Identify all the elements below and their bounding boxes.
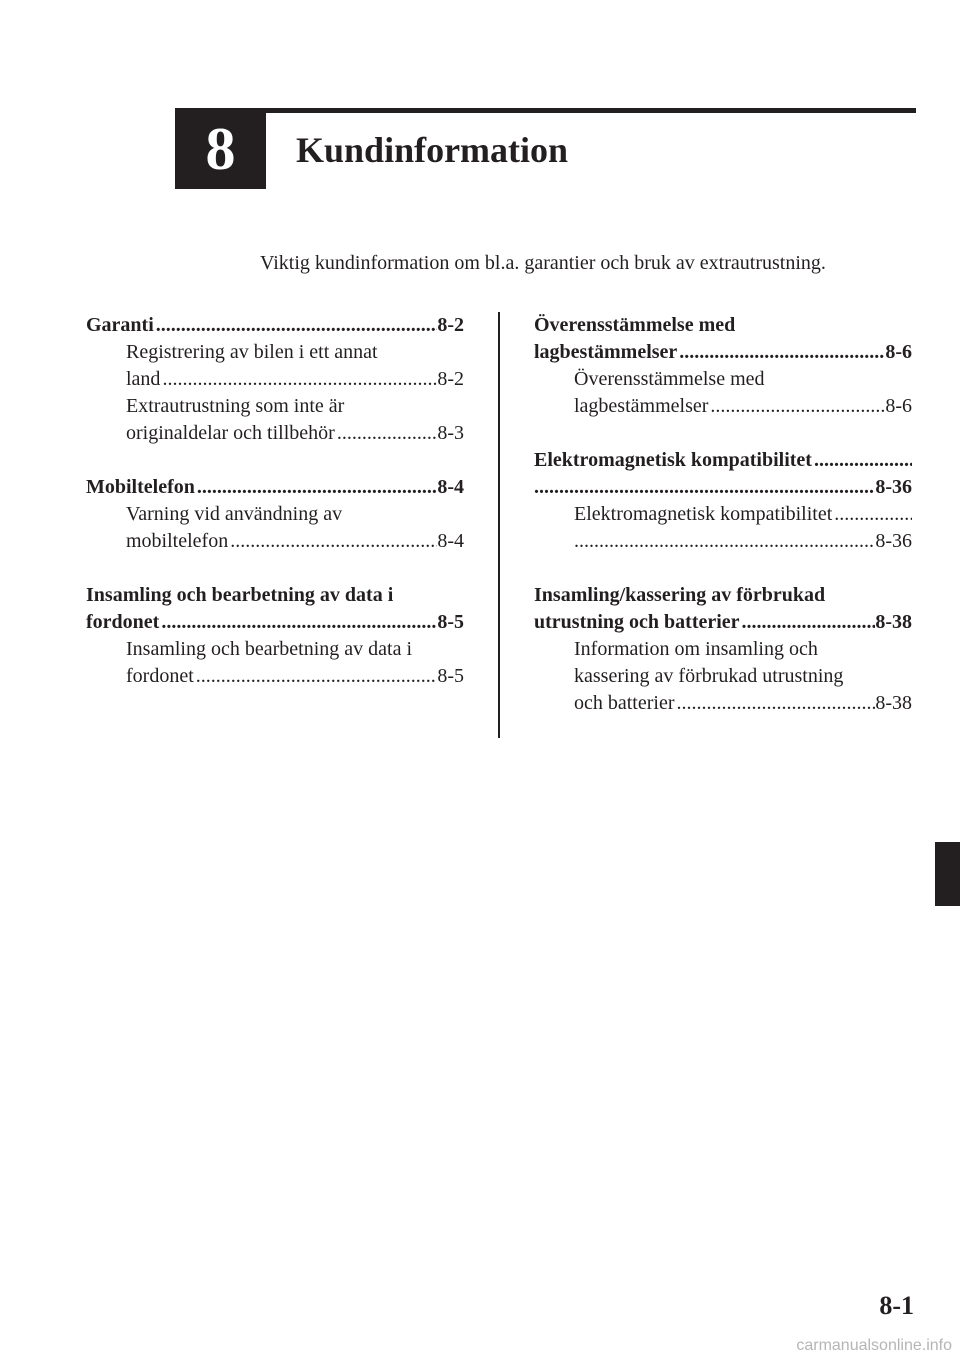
chapter-number: 8 [205,115,236,182]
toc-item[interactable]: land ..... 8-2 [86,366,464,393]
toc-page-ref: 8-4 [437,476,464,498]
toc-heading-text[interactable]: Insamling och bearbetning av data i [86,584,394,606]
toc-heading[interactable]: fordonet ..... 8-5 [86,609,464,636]
toc-page-ref: 8-5 [437,665,464,687]
toc-page-ref: 8-6 [885,395,912,417]
toc-page-ref: 8-36 [875,530,912,552]
chapter-thumb-tab [935,842,960,906]
toc-item[interactable]: mobiltelefon ..... 8-4 [86,528,464,555]
toc-item[interactable]: originaldelar och tillbehör ..... 8-3 [86,420,464,447]
toc-item-text[interactable]: Elektromagnetisk kompatibilitet ..... [534,501,912,528]
toc-item-text[interactable]: kassering av förbrukad utrustning [574,665,844,687]
toc-heading-text[interactable]: Överensstämmelse med [534,314,736,336]
column-divider [498,312,500,738]
toc-page-ref: 8-38 [875,611,912,633]
toc-section-overensstammelse[interactable] [534,312,912,420]
chapter-number-box [175,108,266,189]
chapter-title: Kundinformation [296,130,569,170]
toc-heading-text[interactable]: Insamling/kassering av förbrukad [534,584,826,606]
toc-page-ref: 8-2 [437,368,464,390]
toc-section-elektromagnetisk[interactable] [534,447,912,555]
toc-heading[interactable]: lagbestämmelser ..... 8-6 [534,339,912,366]
toc-item[interactable]: och batterier ..... 8-38 [534,690,912,717]
toc-left-column [86,312,464,690]
toc-item-text[interactable]: Överensstämmelse med [574,368,765,390]
toc-page-ref: 8-6 [885,341,912,363]
chapter-header-rule [175,108,916,113]
toc-right-column [534,312,912,717]
toc-heading-text[interactable]: Elektromagnetisk kompatibilitet ..... [534,447,912,474]
toc-page-ref: 8-36 [875,476,912,498]
toc-section-insamling-data[interactable] [86,582,464,690]
toc-heading[interactable]: Mobiltelefon ..... 8-4 [86,474,464,501]
toc-heading[interactable] [534,474,912,501]
toc-item-text[interactable]: Varning vid användning av [126,503,343,525]
toc-section-mobiltelefon[interactable] [86,474,464,555]
toc-page-ref: 8-3 [437,422,464,444]
chapter-intro: Viktig kundinformation om bl.a. garantier och bruk av extrautrustning. [260,252,826,274]
toc-page-ref: 8-5 [437,611,464,633]
page-number: 8-1 [879,1291,914,1320]
toc-item-text[interactable]: Information om insamling och [574,638,818,660]
toc-item[interactable]: fordonet ..... 8-5 [86,663,464,690]
toc-item-text[interactable]: Insamling och bearbetning av data i [126,638,413,660]
toc-item-text[interactable]: Extrautrustning som inte är [126,395,345,417]
toc-heading[interactable]: utrustning och batterier ..... 8-38 [534,609,912,636]
toc-page-ref: 8-2 [437,314,464,336]
toc-section-insamling-kassering[interactable] [534,582,912,717]
toc-item[interactable] [534,528,912,555]
toc-heading[interactable]: Garanti ..... 8-2 [86,312,464,339]
toc-item[interactable]: lagbestämmelser ..... 8-6 [534,393,912,420]
toc-page-ref: 8-4 [437,530,464,552]
toc-section-garanti[interactable] [86,312,464,447]
toc-page-ref: 8-38 [875,692,912,714]
toc-item-text[interactable]: Registrering av bilen i ett annat [126,341,378,363]
watermark: carmanualsonline.info [796,1337,952,1354]
